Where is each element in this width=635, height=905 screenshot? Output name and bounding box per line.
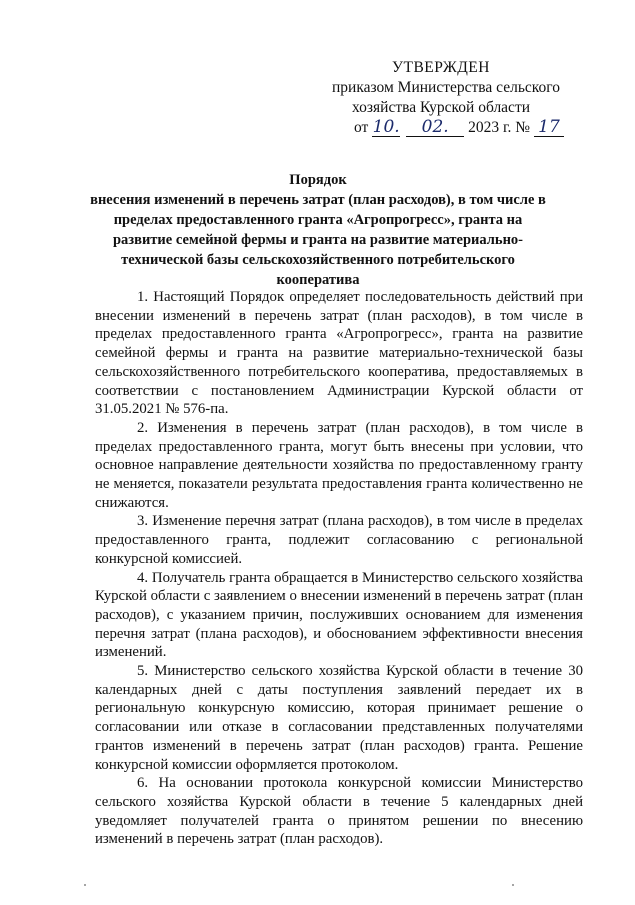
paragraph-3: 3. Изменение перечня затрат (плана расходов), в том числе в пределах предоставленного гранта, подлежит согласованию с региональной конкурсной комиссией. xyxy=(95,513,583,567)
paragraph-2: 2. Изменения в перечень затрат (план расходов), в том числе в пределах предоставленного гранта, могут быть внесены при условии, что основное направление деятельности хозяйства по предоставленному гранту не меняется, показатели результата предоставления гранта количественно не снижаются. xyxy=(95,419,583,511)
handwritten-month: 02. xyxy=(406,118,464,137)
paragraph-4: 4. Получатель гранта обращается в Министерство сельского хозяйства Курской области с заявлением о внесении изменений в перечень затрат (план расходов), с указанием причин, послуживших основанием для изменения перечня затрат (плана расходов), и обоснованием эффективности внесения изменений. xyxy=(95,569,583,661)
approval-stamp xyxy=(332,58,572,138)
document-body xyxy=(95,288,583,849)
paragraph-6: 6. На основании протокола конкурсной комиссии Министерство сельского хозяйства Курской области в течение 5 календарных дней уведомляет получателей гранта о принятом решении по внесению изменений в перечень затрат (план расходов). xyxy=(95,775,583,848)
heading-subtitle: внесения изменений в перечень затрат (план расходов), в том числе в пределах предоставленного гранта «Агропрогресс», гранта на развитие семейной фермы и гранта на развитие материально-технической базы сельскохозяйственного потребительского кооператива xyxy=(90,192,546,288)
paragraph-1: 1. Настоящий Порядок определяет последовательность действий при внесении изменений в перечень затрат (план расходов), в том числе в пределах предоставленного гранта «Агропрогресс», гранта на развитие семейной фермы и гранта на развитие материально-технической базы сельскохозяйственного потребительского кооператива, предоставляемых в соответствии с постановлением Администрации Курской области от 31.05.2021 № 576-па. xyxy=(95,289,583,418)
date-year: 2023 г. № xyxy=(468,119,531,136)
approval-line-1: приказом Министерства сельского xyxy=(332,79,561,96)
date-prefix: от xyxy=(354,119,369,136)
document-heading xyxy=(88,170,548,290)
approval-line-2: хозяйства Курской области xyxy=(352,99,531,116)
paragraph-5: 5. Министерство сельского хозяйства Курской области в течение 30 календарных дней с даты поступления заявлений передает их в региональную конкурсную комиссию, которая принимает решение о согласовании или отказе в согласовании представленных получателями грантов изменений в перечень затрат (план расходов) гранта. Решение конкурсной комиссии оформляется протоколом. xyxy=(95,663,583,773)
approval-date-line xyxy=(332,118,572,138)
scan-speck xyxy=(84,884,86,886)
approval-title: УТВЕРЖДЕН xyxy=(392,59,490,76)
heading-title: Порядок xyxy=(289,172,347,188)
handwritten-order-number: 17 xyxy=(534,118,564,137)
handwritten-day: 10. xyxy=(372,117,400,137)
scan-speck xyxy=(512,884,514,886)
